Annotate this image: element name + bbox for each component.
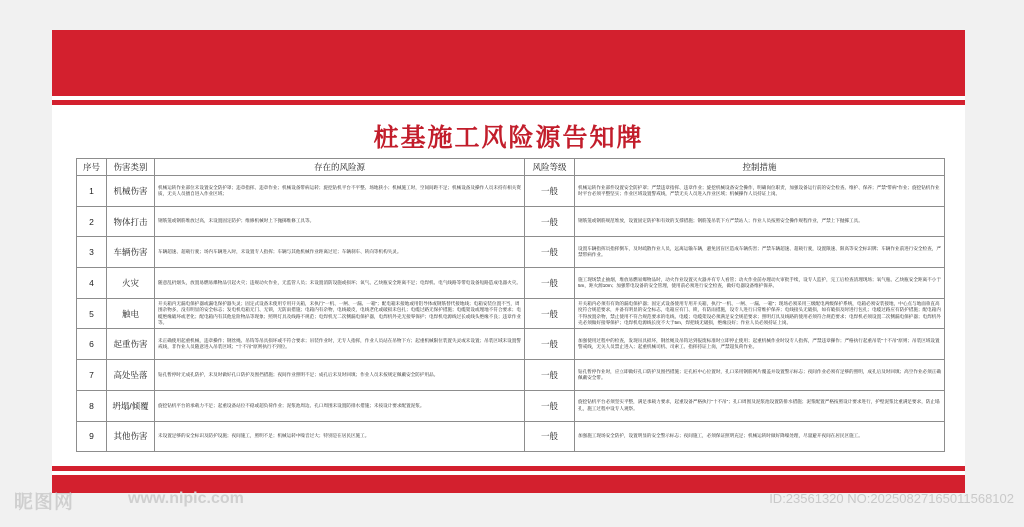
row-number: 3 [77, 237, 107, 268]
row-control-measures: 加强施工现场安全防护，设置明显的安全警示标志；夜间施工，必须保证照明充足；机械运转时做好降噪处理，尽量避开夜间在居民区施工。 [575, 421, 945, 452]
top-red-stripe [52, 100, 965, 105]
table-row [77, 298, 945, 329]
row-risk-level: 一般 [525, 237, 575, 268]
row-control-measures: 加强使用过程中的检查，发现吊具损坏，钢丝绳及吊钩达到报废标准时立即停止使用；起重机械作业时设专人指挥，严禁违章操作；严格执行起重吊装"十不吊"原则；吊装区域设置警戒线，无关人员禁止进入；起重机械司机、司索工、指挥持证上岗，严禁超负荷作业。 [575, 329, 945, 360]
header-category: 伤害类别 [107, 159, 155, 176]
row-control-measures: 施工现场禁止抽烟，堆放易燃易爆物品时，动火作业设置灭火器并有专人看管；动火作业前办理动火审批手续，设专人监护，完工后检查清理现场；氧气瓶、乙炔瓶安全距离不小于5m，距火源10m；加强带电设备的安全管理，使用前必须进行安全检查，做好电器设备维护保养。 [575, 268, 945, 299]
table-row [77, 360, 945, 391]
row-number: 6 [77, 329, 107, 360]
row-risk-level: 一般 [525, 329, 575, 360]
row-number: 8 [77, 390, 107, 421]
row-category: 高处坠落 [107, 360, 155, 391]
header-risk-source: 存在的风险源 [155, 159, 525, 176]
table-row [77, 329, 945, 360]
row-control-measures: 钻孔暂停作业时，应立即做好孔口防护及围挡措施；定孔桩中心位置时，孔口采用钢筋网片覆盖并设置警示标志；夜间作业必须有足够的照明，成孔后及时回填；高空作业必须正确佩戴安全带。 [575, 360, 945, 391]
table-row [77, 237, 945, 268]
row-risk-level: 一般 [525, 298, 575, 329]
row-risk-source: 钻孔暂停时无成孔防护，未及时做好孔口防护及围挡措施；夜间作业照明不足；成孔后未及时回填；作业人员未按规定佩戴安全防护用品。 [155, 360, 525, 391]
table-row [77, 421, 945, 452]
row-risk-level: 一般 [525, 360, 575, 391]
watermark-logo: 昵图网 [14, 492, 75, 513]
table-row [77, 268, 945, 299]
row-risk-level: 一般 [525, 176, 575, 207]
header-risk-level: 风险等级 [525, 159, 575, 176]
header-number: 序号 [77, 159, 107, 176]
row-risk-level: 一般 [525, 390, 575, 421]
row-category: 火灾 [107, 268, 155, 299]
row-number: 4 [77, 268, 107, 299]
row-category: 其他伤害 [107, 421, 155, 452]
row-risk-source: 车辆超速、超载行驶；场内车辆进入时，未设置专人指挥；车辆与其他机械作业距离过近；车辆刹车、转向等机构失灵。 [155, 237, 525, 268]
row-risk-level: 一般 [525, 421, 575, 452]
row-risk-source: 钢筋笼或钢筋堆放过高，未设置固定防护；维修机械时上下抛掷维修工具等。 [155, 206, 525, 237]
row-category: 坍塌/倾覆 [107, 390, 155, 421]
row-risk-source: 随意乱扔烟头，放置易燃易爆物品引起火灾；违规动火作业，无监管人员；未设置消防设施或损坏；氧气、乙炔瓶安全距离不足；电焊机、电气线路等带电设备短路造成电器火灾。 [155, 268, 525, 299]
row-control-measures: 设置车辆指挥员指挥倒车，及时疏散作业人员，远离运输车辆，避免因盲区造成车辆伤害；严禁车辆超速、超载行驶，设置限速、限高等安全标识牌；车辆作业前进行安全检查，严禁带病作业。 [575, 237, 945, 268]
table-row [77, 390, 945, 421]
row-category: 触电 [107, 298, 155, 329]
row-number: 9 [77, 421, 107, 452]
top-red-band [52, 30, 965, 96]
row-control-measures: 开关箱内必须有有效的漏电保护器；固定式设备使用专用开关箱，执行"一机、一闸、一漏、一箱"；现场必须采用三级配电两级保护系统，电箱必须安装接地，中心点与地面垂直高度符合规范要求，并备有明显的安全标志，电箱应有门、锁，有防雨措施，设专人进行日常维护保养；电线接头无破损，如有破损及时进行包扎；电缆过路应有防护措施；配电箱内不得放置杂物，禁止使用不符合规范要求的电线、电缆；电缆架设必须满足安全规范要求；照明灯具及线路的使用必须符合规范要求；电焊机必须设置二次侧漏电保护器；电焊机外壳必须做好接零保护；电焊机电源线长度不大于5m，焊把线无破损，绝缘良好；作业人员必须持证上岗。 [575, 298, 945, 329]
row-risk-level: 一般 [525, 268, 575, 299]
row-control-measures: 钢筋笼或钢筋规范堆放，设置固定防护和有效的支撑措施；钢筋笼吊装下方严禁站人；作业人员按照安全操作规程作业，严禁上下抛掷工具。 [575, 206, 945, 237]
risk-table [76, 158, 945, 452]
watermark-url: www.nipic.com [128, 490, 244, 507]
row-risk-source: 开关箱内无漏电保护器或漏电保护器失灵；固定式设备未使用专用开关箱，未执行"一机、一闸、一漏、一箱"；配电箱未接地或用铝导体或钢筋替代接地线；电箱安装位置不当，周围杂物多，没有明显的安全标志；发电机电箱无门、无锁，无防雨措施；电箱内有杂物，电线破皮，电线老化或破损未包扎；电缆过路无保护措施；电缆架设或埋地不符合要求；电缆绝缘破坏或老化；配电箱内有其他危险物品等现象；照明灯具及线路不规范；电焊机无二次侧漏电保护器，电焊机外壳无接零保护；电焊机电源线过长或线头绝缘不良；违章作业等。 [155, 298, 525, 329]
row-risk-source: 未正确使用起重机械，违章操作；钢丝绳、吊钩等吊具损坏或不符合要求；吊装作业时，无专人指挥，作业人员站在吊物下方；起重机械限位装置失灵或未设置；吊装区域未设置警戒线，非作业人员随意进入吊装区域；"十不吊"原则执行不到位。 [155, 329, 525, 360]
bottom-red-stripe [52, 466, 965, 471]
table-header-row [77, 159, 945, 176]
row-category: 车辆伤害 [107, 237, 155, 268]
row-risk-source: 旋挖钻机平台的承载力不足；起重设备站位不稳或超负荷作业；泥浆池周边、孔口周围未设置防排水措施；未按设计要求配置泥浆。 [155, 390, 525, 421]
row-control-measures: 机械运转作业部件设置安全防护罩；严禁违章指挥、违章作业；旋挖机械设备安全操作，明确岗位职责，加强设备运行前的安全检查、维护、保养；严禁"带病"作业；旋挖钻机作业时平台必须平整坚实；作业区域设置警戒线，严禁无关人员进入作业区域；机械操作人员持证上岗。 [575, 176, 945, 207]
row-control-measures: 旋挖钻机平台必须坚实平整，满足承载力要求，起重设备严格执行"十不吊"；孔口周围及泥浆池设置防排水措施；泥浆配置严格按照设计要求进行，护壁泥浆比重满足要求，防止塌孔，施工过程中设专人观察。 [575, 390, 945, 421]
watermark-id: ID:23561320 NO:20250827165011568102 [769, 491, 1014, 506]
table-row [77, 206, 945, 237]
row-category: 机械伤害 [107, 176, 155, 207]
row-risk-source: 机械运转作业部位未设置安全防护罩；违章指挥、违章作业；机械设备带病运转；旋挖钻机平台不平整、场地狭小；机械施工时，空间间距不足；机械设备及操作人员未持有相关资质，无关人员擅自进入作业区域； [155, 176, 525, 207]
row-number: 7 [77, 360, 107, 391]
row-number: 1 [77, 176, 107, 207]
row-category: 物体打击 [107, 206, 155, 237]
row-number: 5 [77, 298, 107, 329]
notice-board [52, 30, 965, 493]
row-category: 起重伤害 [107, 329, 155, 360]
row-number: 2 [77, 206, 107, 237]
table-row [77, 176, 945, 207]
board-title: 桩基施工风险源告知牌 [373, 124, 644, 152]
header-control-measures: 控制措施 [575, 159, 945, 176]
row-risk-level: 一般 [525, 206, 575, 237]
row-risk-source: 未设置足够的安全标识及防护设施；夜间施工，照明不足；机械运转中噪音过大；特别是在居民区施工。 [155, 421, 525, 452]
